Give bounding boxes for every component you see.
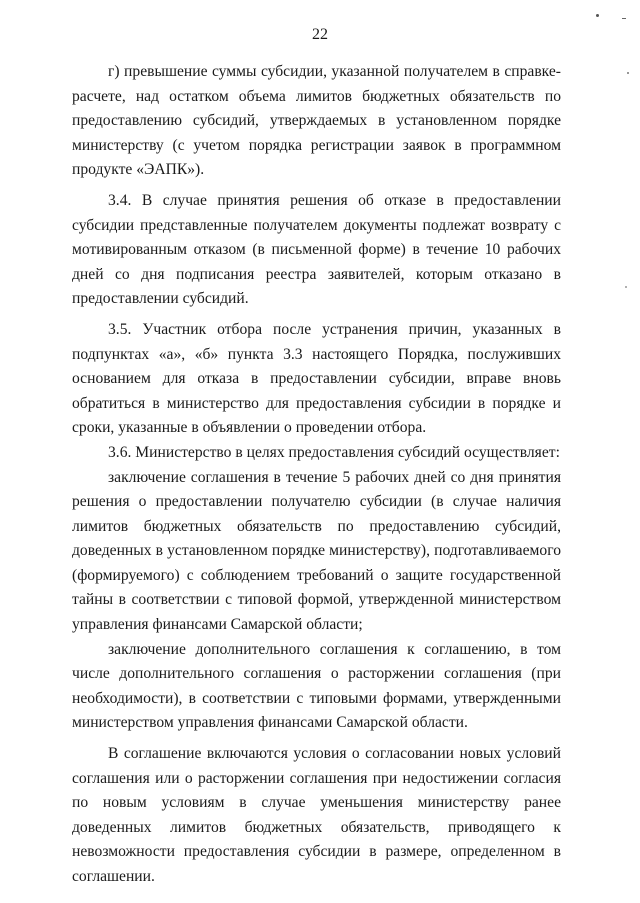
scan-speck	[596, 14, 599, 17]
paragraph-agreement: заключение соглашения в течение 5 рабочих дней со дня принятия решения о предоставлении получателю субсидии (в случае наличия лимитов бюджетных обязательств по предоставлению субсидий, доведенных в установленном порядке министерству), подготавливаемого (формируемого) с соблюдением требований о защите государственной тайны в соответствии с типовой формой, утвержденной министерством управления финансами Самарской области;	[72, 468, 561, 634]
scan-speck	[625, 286, 627, 288]
paragraph-3-6: 3.6. Министерство в целях предоставления субсидий осуществляет:	[108, 443, 560, 461]
paragraph-3-4: 3.4. В случае принятия решения об отказе в предоставлении субсидии представленные получателем документы подлежат возврату с мотивированным отказом (в письменной форме) в течение 10 рабочих дней со дня подписания реестра заявителей, которым отказано в предоставлении субсидий.	[72, 191, 561, 308]
paragraph-3-5: 3.5. Участник отбора после устранения причин, указанных в подпунктах «а», «б» пункта 3.3 настоящего Порядка, послуживших основанием для отказа в предоставлении субсидии, вправе вновь обратиться в министерство для предоставления субсидии в порядке и сроки, указанные в объявлении о проведении отбора.	[72, 320, 561, 437]
document-body	[72, 60, 561, 890]
scan-speck	[627, 72, 629, 74]
paragraph-subitem-g: г) превышение суммы субсидии, указанной получателем в справке-расчете, над остатком объема лимитов бюджетных обязательств по предоставлению субсидий, утверждаемых в установленном порядке министерству (с учетом порядка регистрации заявок в программном продукте «ЭАПК»).	[72, 63, 561, 179]
scan-speck	[622, 18, 626, 19]
paragraph-agreement-conditions: В соглашение включаются условия о согласовании новых условий соглашения или о расторжении соглашения при недостижении согласия по новым условиям в случае уменьшения министерству ранее доведенных лимитов бюджетных обязательств, приводящего к невозможности предоставления субсидии в размере, определенном в соглашении.	[72, 745, 561, 885]
paragraph-additional-agreement: заключение дополнительного соглашения к соглашению, в том числе дополнительного соглашения о расторжении соглашения (при необходимости), в соответствии с типовыми формами, утвержденными министерством управления финансами Самарской области.	[72, 640, 561, 732]
page-number: 22	[312, 26, 328, 43]
